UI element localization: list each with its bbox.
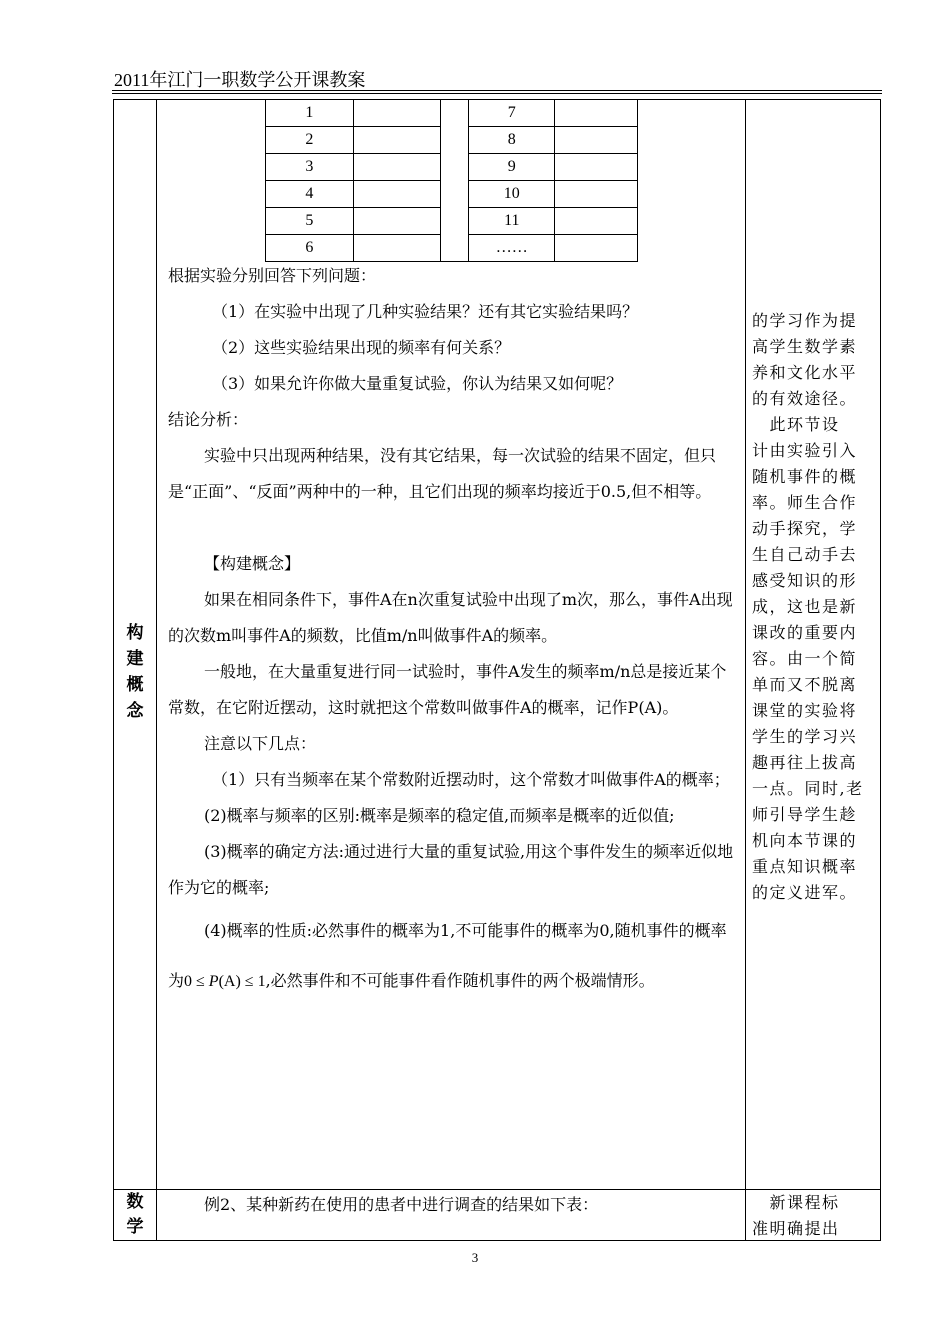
note-line: 感受知识的形: [752, 571, 858, 590]
note-4: [168, 906, 738, 1007]
page-header-title: 2011年江门一职数学公开课教案: [114, 70, 366, 90]
teaching-design-note: [752, 308, 876, 906]
trial-number-cell: 6: [266, 235, 354, 262]
note-4-text-b: ,必然事件和不可能事件看作随机事件的两个极端情形。: [265, 971, 655, 990]
result-cell: [353, 154, 441, 181]
concept-heading: 【构建概念】: [204, 554, 301, 573]
trial-number-cell: 7: [469, 100, 555, 127]
trial-number-cell: 11: [469, 208, 555, 235]
section-label-char: 数: [126, 1192, 144, 1212]
note-line: 的定义进军。: [752, 883, 858, 902]
result-cell: [555, 127, 638, 154]
trial-number-cell: 4: [266, 181, 354, 208]
note-4-text-a: (4)概率的性质:必然事件的概率为1,不可能事件的概率为0,随机事件的概率为: [168, 921, 727, 990]
note-line: 生自己动手去: [752, 545, 858, 564]
question-2: （2）这些实验结果出现的频率有何关系？: [212, 338, 511, 357]
note-line: 课堂的实验将: [752, 701, 858, 720]
note-line: 的有效途径。: [752, 389, 858, 408]
curriculum-note: [752, 1190, 876, 1242]
trial-number-cell: 5: [266, 208, 354, 235]
note-line: 高学生数学素: [752, 337, 858, 356]
trial-number-cell: 8: [469, 127, 555, 154]
trial-number-cell: 2: [266, 127, 354, 154]
note-1: （1）只有当频率在某个常数附近摆动时，这个常数才叫做事件A的概率；: [212, 770, 730, 789]
header-rule: [112, 90, 882, 91]
result-cell: [555, 154, 638, 181]
section-label-char: 念: [126, 701, 144, 721]
note-line: 随机事件的概: [752, 467, 858, 486]
note-line: 率。师生合作: [752, 493, 858, 512]
section-label-char: 构: [126, 623, 144, 643]
note-3: (3)概率的确定方法:通过进行大量的重复试验,用这个事件发生的频率近似地作为它的概率;: [168, 842, 734, 897]
table-row: [266, 100, 638, 127]
note-line: 一点。同时,老: [752, 779, 864, 798]
trial-number-cell: 9: [469, 154, 555, 181]
result-cell: [353, 100, 441, 127]
result-cell: [353, 127, 441, 154]
result-cell: [353, 181, 441, 208]
result-cell: [555, 100, 638, 127]
section-concept-content: [168, 258, 738, 1007]
formula-rhs: ≤ 1: [240, 973, 266, 990]
note-line: 容。由一个简: [752, 649, 858, 668]
note-line: 机向本节课的: [752, 831, 858, 850]
note-line: 的学习作为提: [752, 311, 858, 330]
example-2-text: 例2、某种新药在使用的患者中进行调查的结果如下表：: [204, 1195, 599, 1214]
question-3: （3）如果允许你做大量重复试验，你认为结果又如何呢？: [212, 374, 623, 393]
note-line: 学生的学习兴: [752, 727, 858, 746]
conclusion-title: 结论分析：: [168, 410, 249, 429]
note-line: 趣再往上拔高: [752, 753, 858, 772]
formula-a: (A): [218, 973, 241, 990]
note-line: 师引导学生趁: [752, 805, 858, 824]
questions-intro: 根据实验分别回答下列问题：: [168, 266, 377, 285]
section-label-concept: [114, 620, 156, 724]
result-cell: [353, 208, 441, 235]
experiment-table: [265, 99, 638, 262]
note-line: 单而又不脱离: [752, 675, 858, 694]
trial-number-cell: 10: [469, 181, 555, 208]
section-label-char: 学: [126, 1217, 144, 1237]
conclusion-body: 实验中只出现两种结果，没有其它结果，每一次试验的结果不固定，但只是“正面”、“反面”两种中的一种，且它们出现的频率均接近于0.5,但不相等。: [168, 446, 717, 501]
column-divider-right: [745, 99, 746, 1241]
section-math-content: [168, 1190, 738, 1220]
table-gap: [441, 100, 469, 262]
note-line: 此环节设: [752, 415, 840, 434]
note-line: 重点知识概率: [752, 857, 858, 876]
column-divider-left: [156, 99, 157, 1241]
blank-line: [168, 510, 738, 546]
result-cell: [555, 181, 638, 208]
concept-paragraph-1: 如果在相同条件下，事件A在n次重复试验中出现了m次，那么，事件A出现的次数m叫事件A的频数，比值m/n叫做事件A的频率。: [168, 590, 733, 645]
trial-number-cell: ……: [469, 235, 555, 262]
note-line: 课改的重要内: [752, 623, 858, 642]
note-line: 新课程标: [752, 1193, 840, 1212]
question-1: （1）在实验中出现了几种实验结果？还有其它实验结果吗？: [212, 302, 639, 321]
trial-number-cell: 1: [266, 100, 354, 127]
header-rule-double: [112, 93, 882, 94]
notes-title: 注意以下几点：: [204, 734, 317, 753]
note-line: 成，这也是新: [752, 597, 858, 616]
trial-number-cell: 3: [266, 154, 354, 181]
note-line: 动手探究，学: [752, 519, 858, 538]
section-label-char: 概: [126, 675, 144, 695]
section-label-math: [114, 1190, 156, 1240]
note-2: (2)概率与频率的区别:概率是频率的稳定值,而频率是概率的近似值;: [204, 806, 675, 825]
note-line: 准明确提出: [752, 1219, 840, 1238]
result-cell: [555, 208, 638, 235]
concept-paragraph-2: 一般地，在大量重复进行同一试验时，事件A发生的频率m/n总是接近某个常数，在它附近摆动，这时就把这个常数叫做事件A的概率，记作P(A)。: [168, 662, 727, 717]
page-number: 3: [471, 1250, 479, 1265]
probability-range-formula: [184, 973, 266, 990]
section-label-char: 建: [126, 649, 144, 669]
formula-lhs: 0 ≤: [184, 973, 209, 990]
note-line: 养和文化水平: [752, 363, 858, 382]
note-line: 计由实验引入: [752, 441, 858, 460]
formula-p: P: [208, 973, 219, 990]
